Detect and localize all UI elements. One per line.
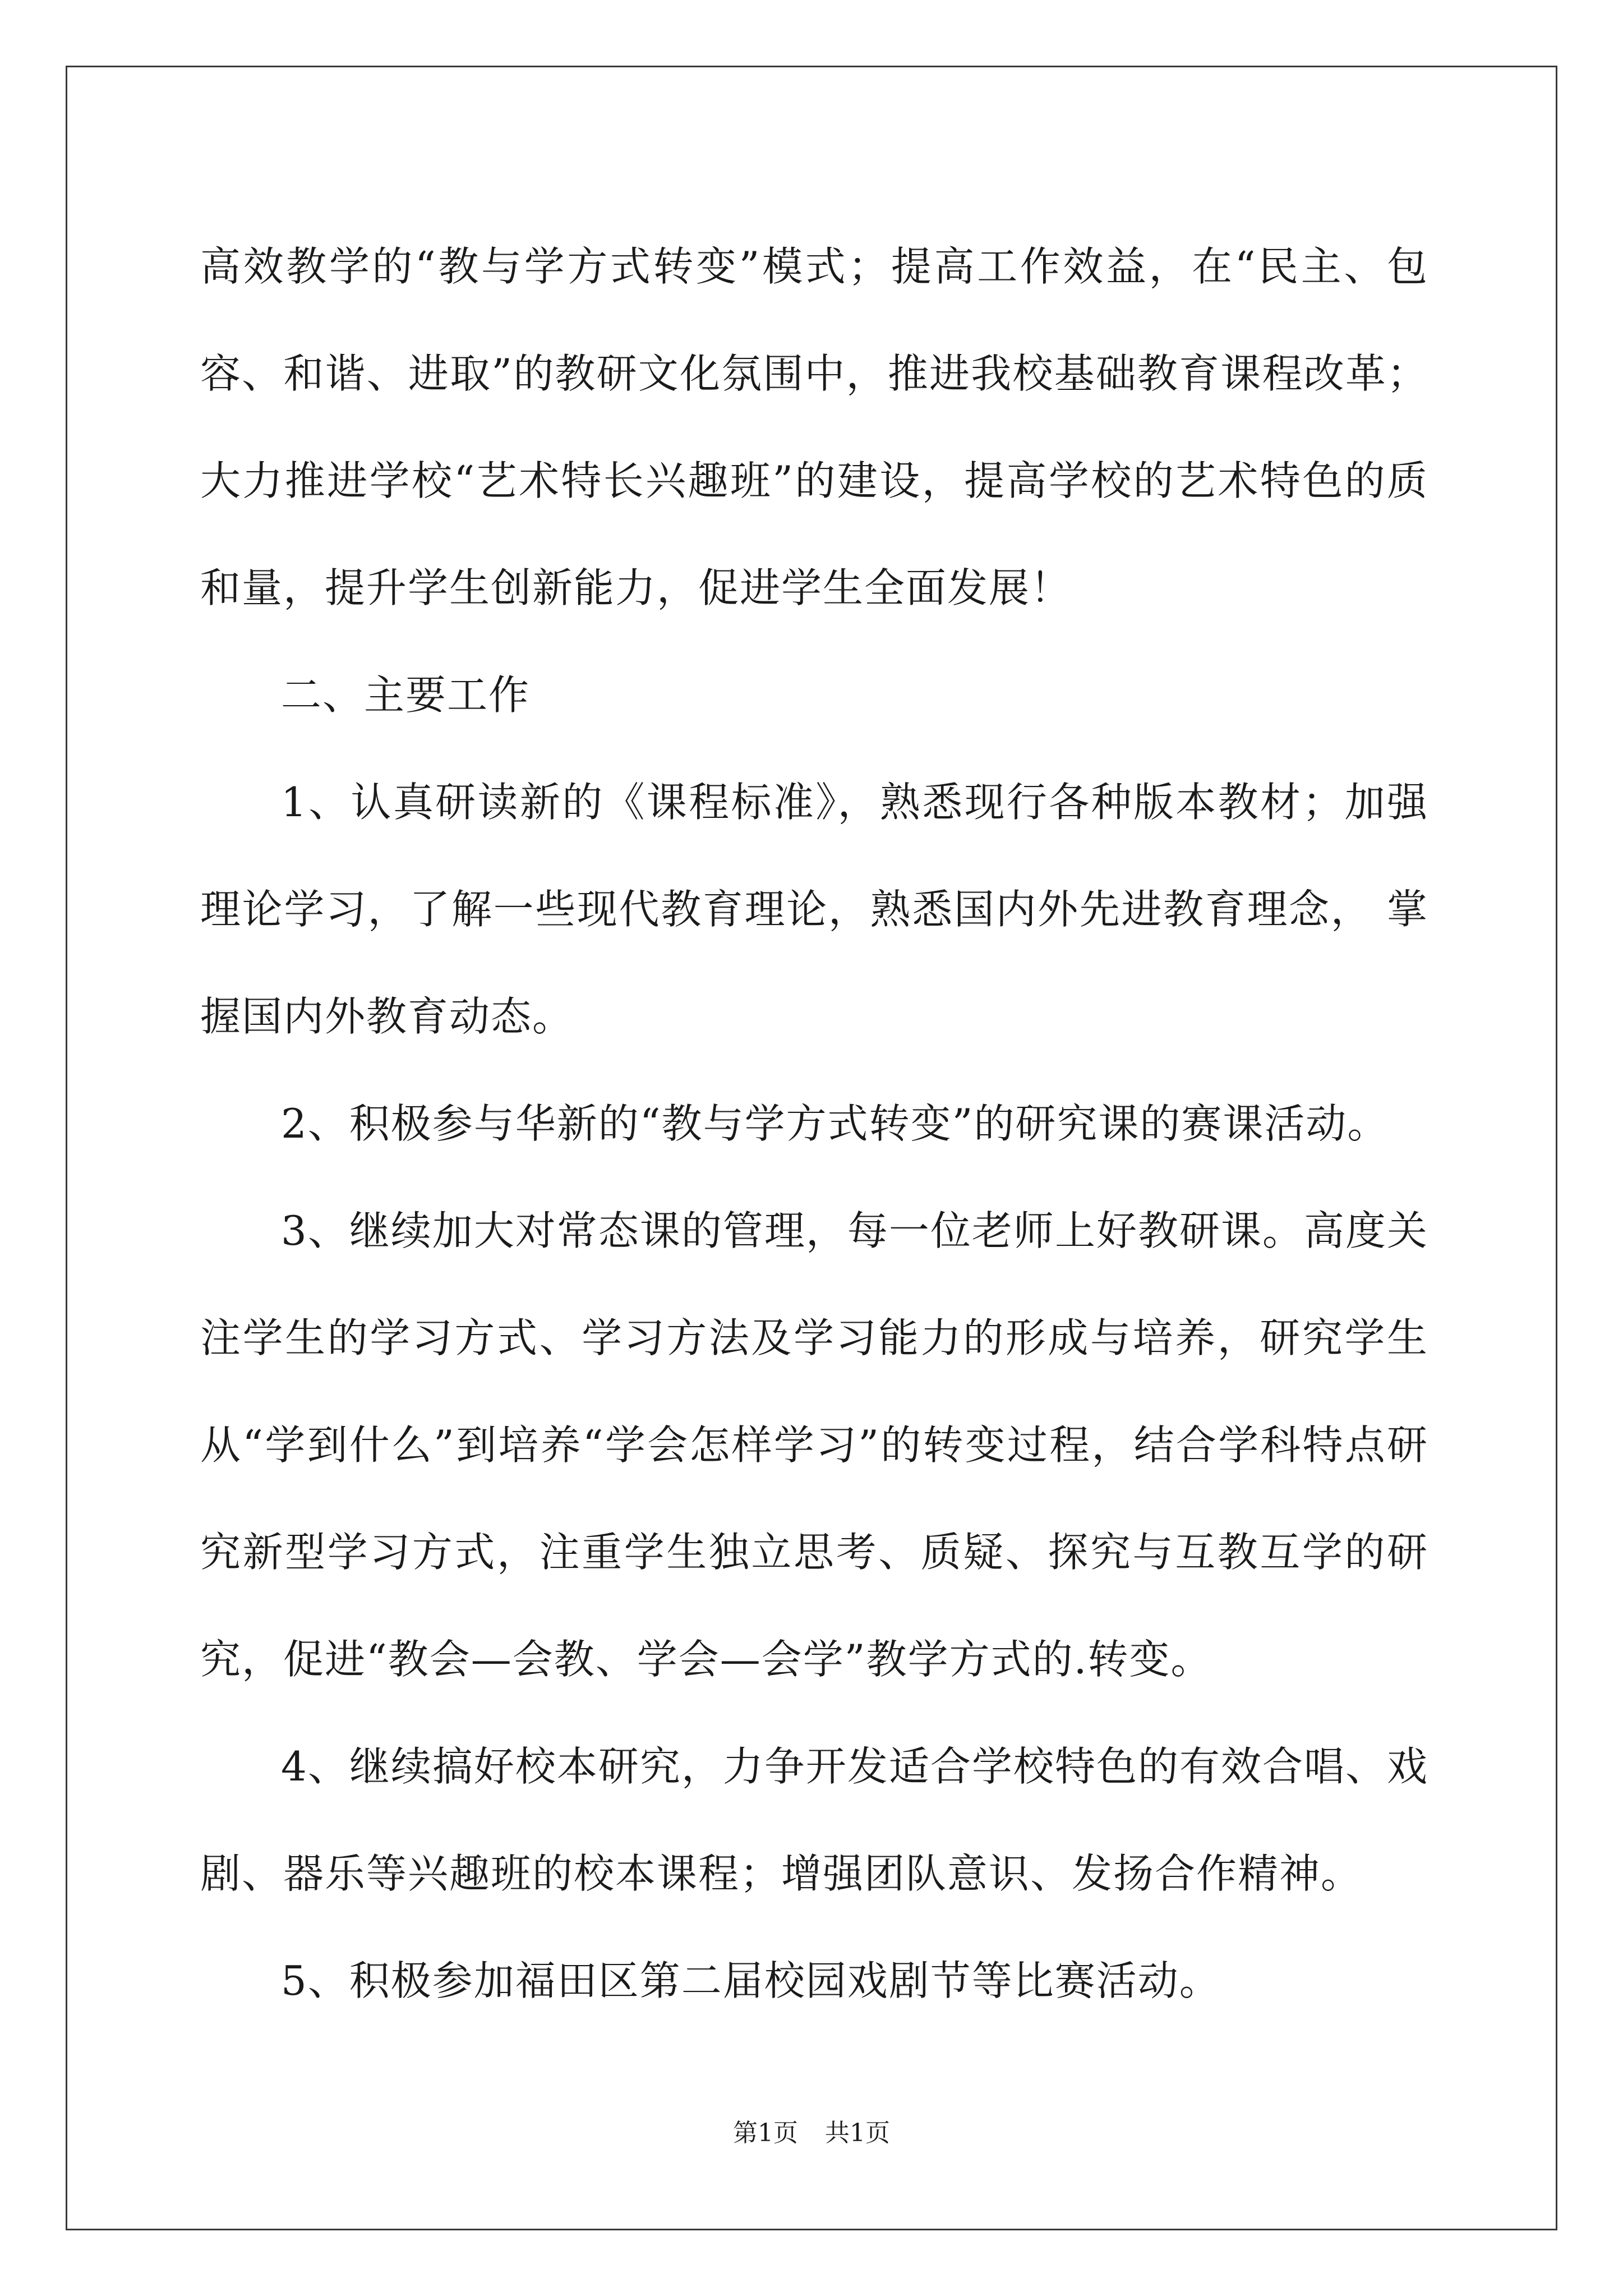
paragraph-item-2: 2、积极参与华新的“教与学方式转变”的研究课的赛课活动。 bbox=[281, 1100, 1389, 1147]
document-body bbox=[200, 213, 1428, 2035]
paragraph-item-5: 5、积极参加福田区第二届校园戏剧节等比赛活动。 bbox=[281, 1957, 1221, 2004]
page-number-current: 第1页 bbox=[733, 2119, 798, 2147]
paragraph-intro: 高效教学的“教与学方式转变”模式；提高工作效益，在“民主、包容、和谐、进取”的教研文化氛围中，推进我校基础教育课程改革；大力推进学校“艺术特长兴趣班”的建设，提高学校的艺术特色的质和量，提升学生创新能力，促进学生全面发展！ bbox=[200, 243, 1428, 611]
section-heading-main-work: 二、主要工作 bbox=[281, 671, 531, 719]
page-number-total: 共1页 bbox=[825, 2119, 890, 2147]
paragraph-item-1: 1、认真研读新的《课程标准》，熟悉现行各种版本教材；加强理论学习，了解一些现代教育理论，熟悉国内外先进教育理念， 掌握国内外教育动态。 bbox=[200, 779, 1428, 1040]
paragraph-item-3: 3、继续加大对常态课的管理，每一位老师上好教研课。高度关注学生的学习方式、学习方法及学习能力的形成与培养，研究学生从“学到什么”到培养“学会怎样学习”的转变过程，结合学科特点研究新型学习方式，注重学生独立思考、质疑、探究与互教互学的研究，促进“教会—会教、学会—会学”教学方式的.转变。 bbox=[200, 1207, 1428, 1683]
page-footer bbox=[0, 2113, 1623, 2148]
paragraph-item-4: 4、继续搞好校本研究，力争开发适合学校特色的有效合唱、戏剧、器乐等兴趣班的校本课程；增强团队意识、发扬合作精神。 bbox=[200, 1743, 1428, 1897]
